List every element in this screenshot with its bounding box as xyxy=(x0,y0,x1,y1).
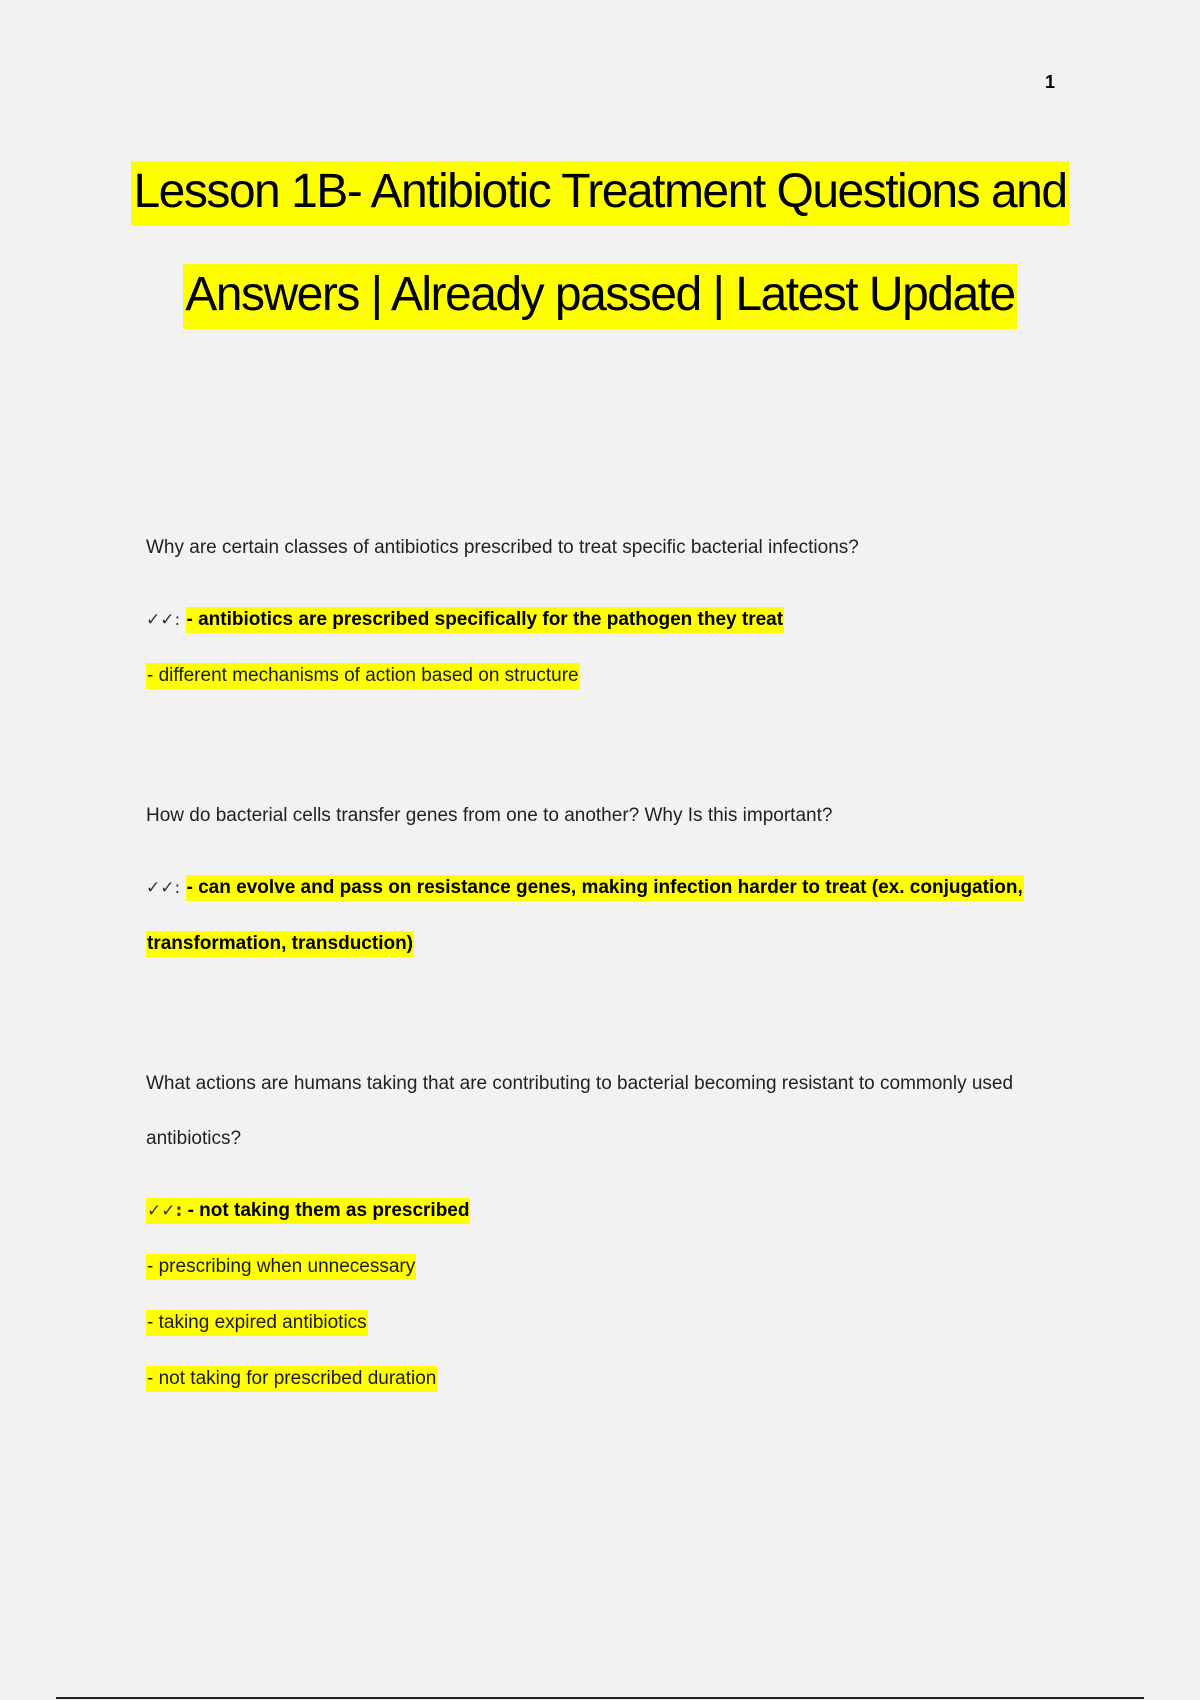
check-mark-icon: ✓✓: xyxy=(147,1201,183,1221)
check-mark-icon: ✓✓: xyxy=(146,878,181,898)
answer-3-text: - not taking them as prescribed xyxy=(187,1200,470,1221)
answer-3-line-4 xyxy=(146,1351,1056,1407)
qa-item-2 xyxy=(146,788,1056,972)
answer-2-first xyxy=(146,860,1056,972)
answer-1-line-2 xyxy=(146,648,1056,704)
question-1: Why are certain classes of antibiotics prescribed to treat specific bacterial infections? xyxy=(146,537,859,558)
answer-3-line-2 xyxy=(146,1239,1056,1295)
page-bottom-rule xyxy=(56,1697,1144,1699)
answer-3-text-wrap xyxy=(146,1198,470,1224)
page-number: 1 xyxy=(1044,72,1055,92)
document-title-text: Lesson 1B- Antibiotic Treatment Questions and Answers | Already passed | Latest Update xyxy=(131,161,1068,329)
check-mark-icon: ✓✓: xyxy=(146,610,181,630)
document-title xyxy=(120,140,1080,346)
answer-3-more-text-3: - not taking for prescribed duration xyxy=(146,1366,437,1392)
question-3: What actions are humans taking that are contributing to bacterial becoming resistant to commonly used antibiotics? xyxy=(146,1073,1014,1149)
answer-1-first xyxy=(146,592,1056,648)
answer-3-first xyxy=(146,1183,1056,1239)
answer-1-text: - antibiotics are prescribed specifically for the pathogen they treat xyxy=(186,607,785,633)
answer-3-more-text-1: - prescribing when unnecessary xyxy=(146,1254,416,1280)
qa-item-3 xyxy=(146,1056,1056,1407)
answer-2-text: - can evolve and pass on resistance genes, making infection harder to treat (ex. conjugation, transformation, transduction) xyxy=(146,875,1024,957)
answer-1-more-text: - different mechanisms of action based on structure xyxy=(146,663,580,689)
qa-item-1 xyxy=(146,520,1056,704)
question-2: How do bacterial cells transfer genes from one to another? Why Is this important? xyxy=(146,805,833,826)
answer-3-line-3 xyxy=(146,1295,1056,1351)
qa-content xyxy=(146,520,1056,1407)
answer-3-more-text-2: - taking expired antibiotics xyxy=(146,1310,368,1336)
